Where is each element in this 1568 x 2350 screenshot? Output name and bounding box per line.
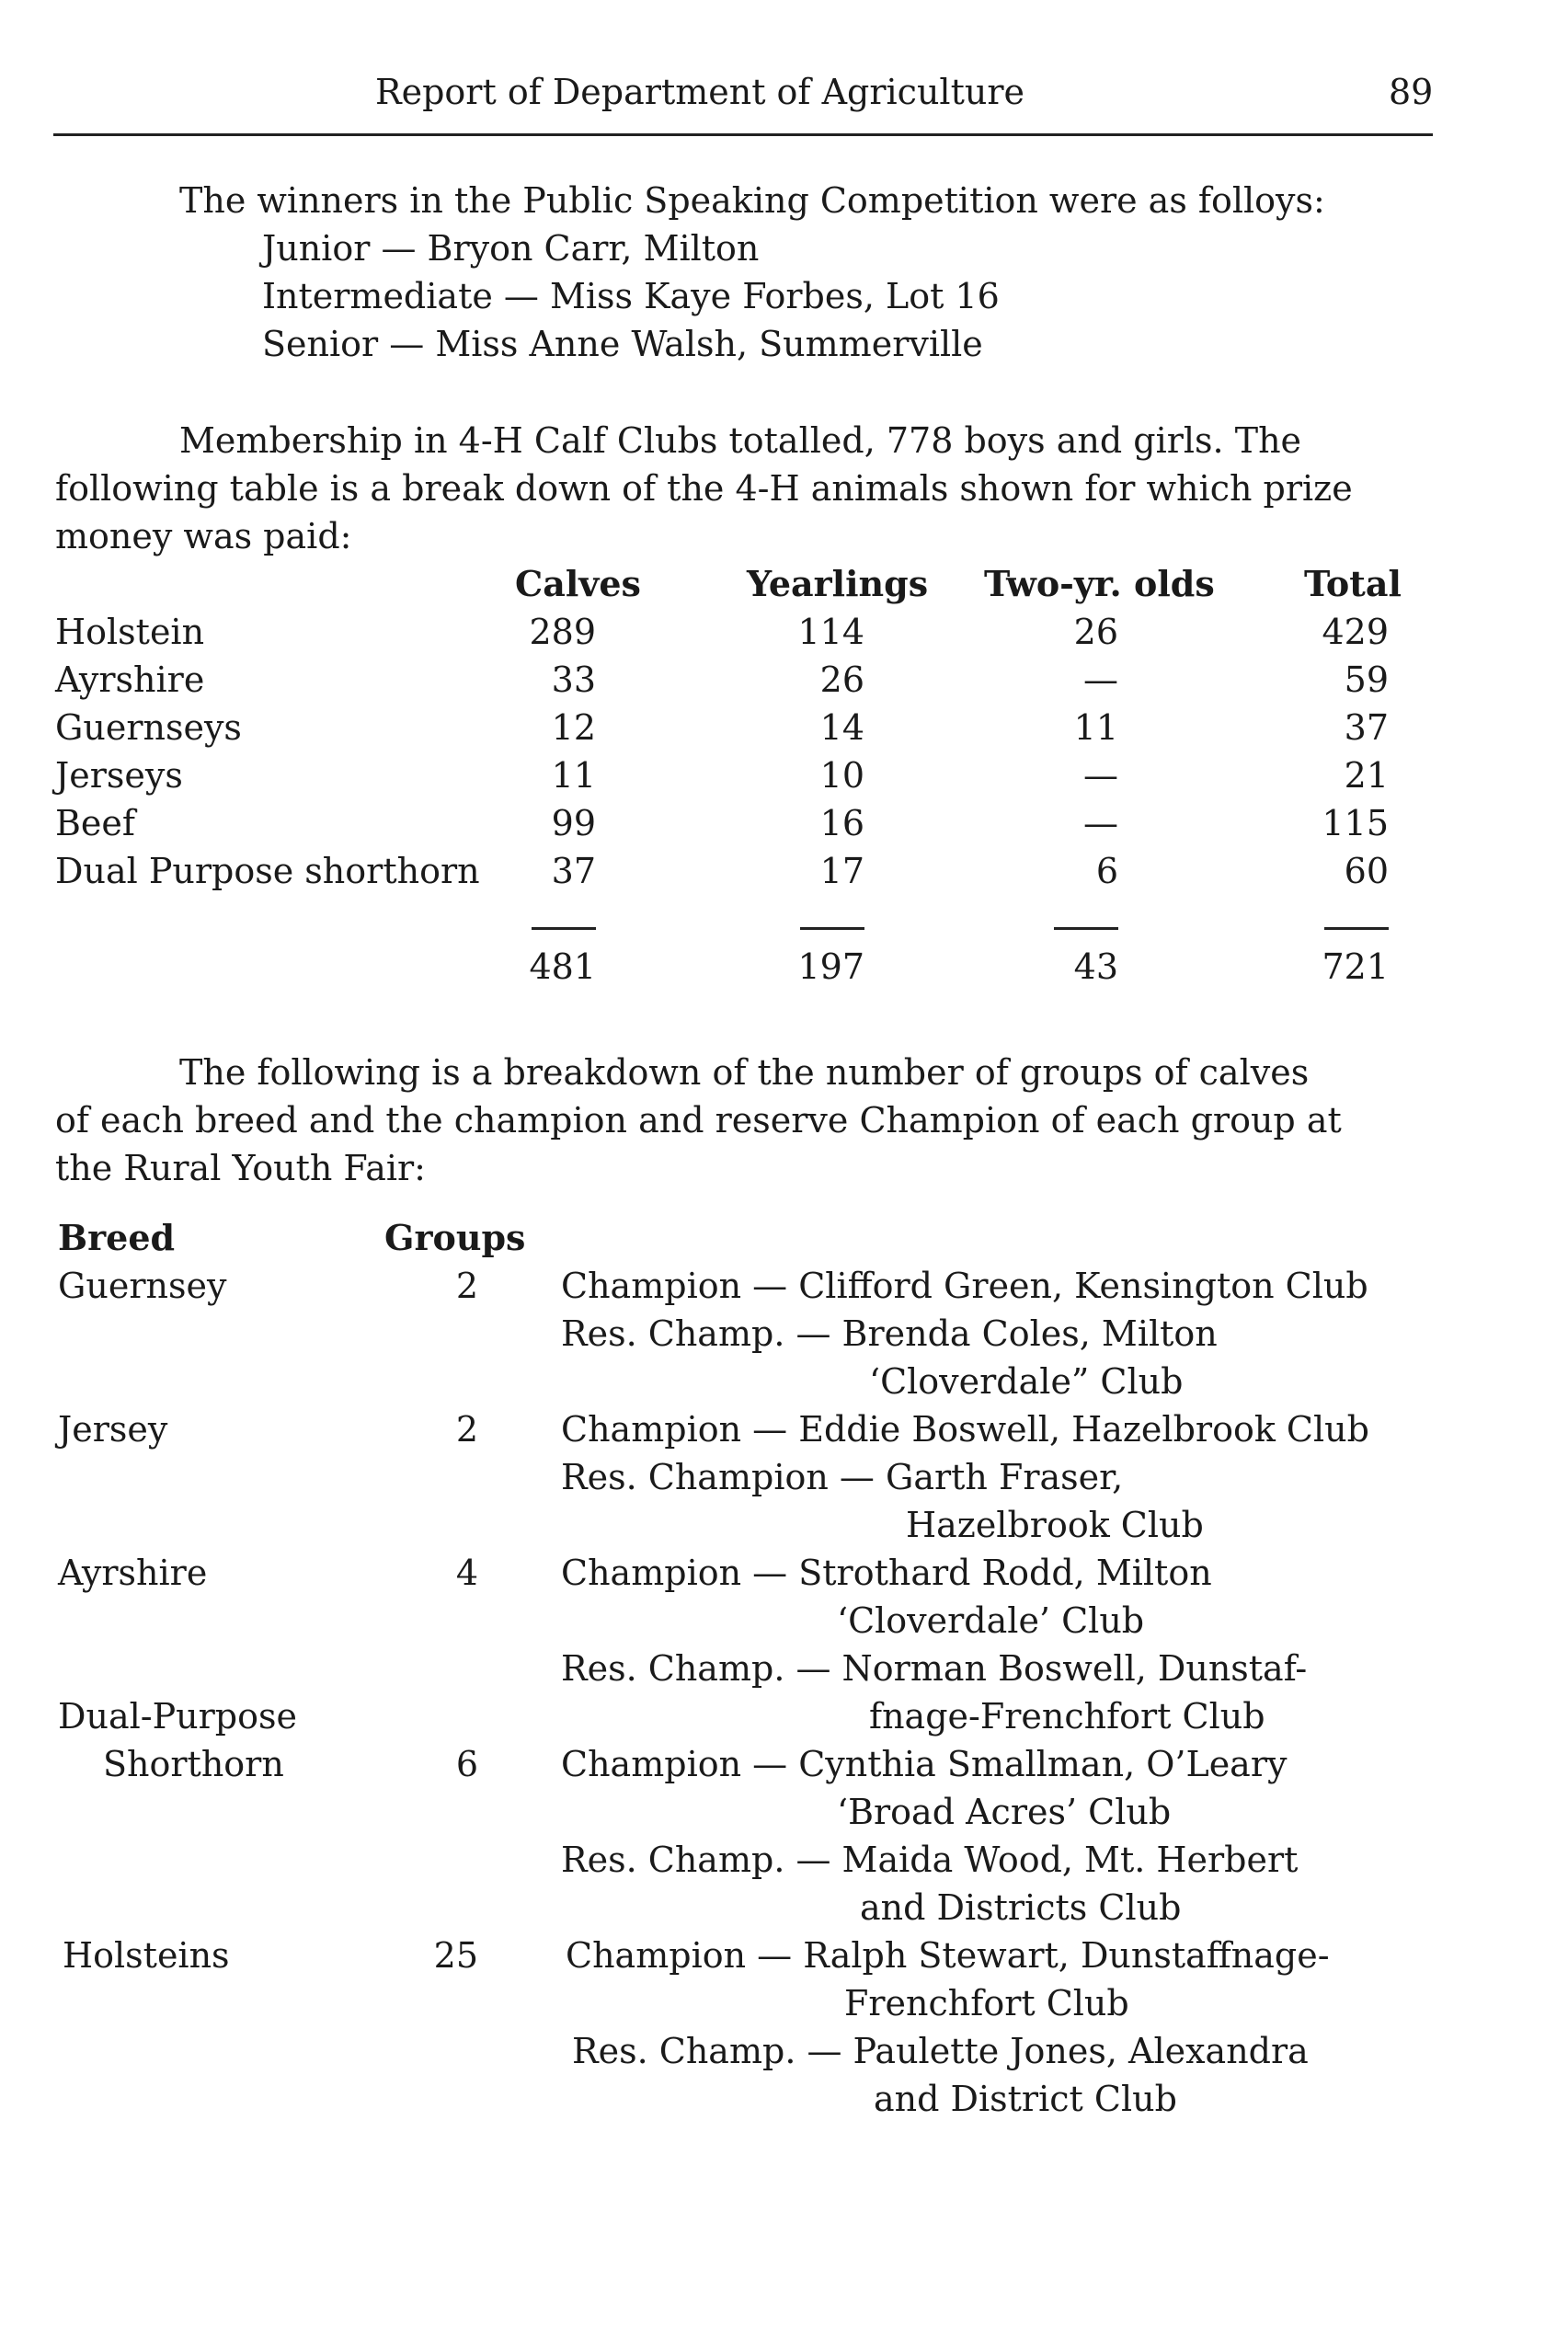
reserve-entry-cont: Hazelbrook Club <box>906 1505 1204 1545</box>
reserve-entry-cont: ‘Cloverdale” Club <box>869 1361 1184 1402</box>
groups-count: 4 <box>455 1553 478 1593</box>
table-cell-calves: 12 <box>551 707 596 748</box>
groups-count: 2 <box>455 1266 478 1306</box>
col-header-groups: Groups <box>384 1217 526 1258</box>
total-rule <box>1054 927 1118 930</box>
breed-name: Holsteins <box>63 1935 230 1976</box>
reserve-entry: Res. Champ. — Maida Wood, Mt. Herbert <box>561 1840 1299 1880</box>
reserve-entry: Res. Champ. — Brenda Coles, Milton <box>561 1313 1218 1354</box>
col-header-two-yr: Two-yr. olds <box>984 563 1215 604</box>
champion-entry: Champion — Eddie Boswell, Hazelbrook Club <box>561 1409 1369 1450</box>
breed-name: Dual-Purpose <box>58 1696 297 1737</box>
table-cell-two-yr: 26 <box>1073 612 1118 652</box>
total-rule <box>532 927 596 930</box>
col-header-breed: Breed <box>58 1217 176 1258</box>
table-row-breed: Beef <box>55 803 135 843</box>
table-cell-calves: 33 <box>551 659 596 700</box>
table-row-breed: Jerseys <box>55 755 183 796</box>
reserve-entry: Res. Champ. — Norman Boswell, Dunstaf- <box>561 1648 1308 1689</box>
total-rule <box>800 927 864 930</box>
table-cell-calves: 289 <box>529 612 596 652</box>
table-cell-calves: 11 <box>551 755 596 796</box>
table-cell-total: 115 <box>1322 803 1389 843</box>
breed-name-cont: Shorthorn <box>103 1744 284 1784</box>
table-cell-total: 429 <box>1322 612 1389 652</box>
champion-entry-cont: ‘Cloverdale’ Club <box>837 1600 1145 1641</box>
reserve-entry-cont: and Districts Club <box>860 1887 1182 1928</box>
total-two-yr: 43 <box>1073 946 1118 987</box>
table-cell-total: 21 <box>1344 755 1389 796</box>
total-total: 721 <box>1322 946 1389 987</box>
running-header: Report of Department of Agriculture <box>375 72 1024 112</box>
breakdown-line-3: the Rural Youth Fair: <box>55 1148 426 1188</box>
champion-entry: Champion — Ralph Stewart, Dunstaffnage- <box>566 1935 1330 1976</box>
breed-name: Guernsey <box>58 1266 227 1306</box>
table-cell-yearlings: 17 <box>819 851 864 891</box>
table-cell-yearlings: 10 <box>819 755 864 796</box>
groups-count: 25 <box>433 1935 478 1976</box>
champion-entry-cont: ‘Broad Acres’ Club <box>837 1792 1172 1832</box>
table-row-breed: Holstein <box>55 612 205 652</box>
header-rule <box>53 133 1433 136</box>
membership-line-1: Membership in 4-H Calf Clubs totalled, 778 boys and girls. The <box>179 420 1302 461</box>
table-cell-total: 37 <box>1344 707 1389 748</box>
table-cell-two-yr: 11 <box>1073 707 1118 748</box>
breed-name: Ayrshire <box>58 1553 208 1593</box>
col-header-total: Total <box>1304 563 1402 604</box>
table-cell-two-yr: — <box>1083 803 1118 843</box>
table-cell-total: 60 <box>1344 851 1389 891</box>
speaking-intro: The winners in the Public Speaking Competition were as folloys: <box>179 180 1325 221</box>
champion-entry: Champion — Strothard Rodd, Milton <box>561 1553 1212 1593</box>
col-header-yearlings: Yearlings <box>747 563 929 604</box>
total-calves: 481 <box>529 946 596 987</box>
table-cell-calves: 99 <box>551 803 596 843</box>
membership-line-3: money was paid: <box>55 516 352 556</box>
table-cell-yearlings: 14 <box>819 707 864 748</box>
page-number: 89 <box>1389 72 1434 112</box>
table-cell-yearlings: 26 <box>819 659 864 700</box>
reserve-entry: Res. Champ. — Paulette Jones, Alexandra <box>572 2031 1309 2071</box>
table-cell-total: 59 <box>1344 659 1389 700</box>
champion-entry: Champion — Cynthia Smallman, O’Leary <box>561 1744 1288 1784</box>
table-cell-two-yr: — <box>1083 755 1118 796</box>
total-rule <box>1324 927 1389 930</box>
winner-senior: Senior — Miss Anne Walsh, Summerville <box>262 324 983 364</box>
table-row-breed: Dual Purpose shorthorn <box>55 851 480 891</box>
table-cell-yearlings: 114 <box>797 612 864 652</box>
total-yearlings: 197 <box>797 946 864 987</box>
table-cell-yearlings: 16 <box>819 803 864 843</box>
reserve-entry-cont: fnage-Frenchfort Club <box>869 1696 1265 1737</box>
reserve-entry-cont: and District Club <box>874 2079 1177 2119</box>
groups-count: 2 <box>455 1409 478 1450</box>
reserve-entry: Res. Champion — Garth Fraser, <box>561 1457 1124 1497</box>
winner-intermediate: Intermediate — Miss Kaye Forbes, Lot 16 <box>262 276 1000 316</box>
champion-entry-cont: Frenchfort Club <box>844 1983 1129 2023</box>
table-cell-calves: 37 <box>551 851 596 891</box>
breakdown-line-1: The following is a breakdown of the number of groups of calves <box>179 1052 1310 1093</box>
table-cell-two-yr: 6 <box>1095 851 1118 891</box>
table-row-breed: Guernseys <box>55 707 242 748</box>
breed-name: Jersey <box>58 1409 168 1450</box>
table-cell-two-yr: — <box>1083 659 1118 700</box>
membership-line-2: following table is a break down of the 4-H animals shown for which prize <box>55 468 1353 509</box>
col-header-calves: Calves <box>515 563 641 604</box>
groups-count: 6 <box>455 1744 478 1784</box>
breakdown-line-2: of each breed and the champion and reserve Champion of each group at <box>55 1100 1342 1141</box>
champion-entry: Champion — Clifford Green, Kensington Club <box>561 1266 1368 1306</box>
winner-junior: Junior — Bryon Carr, Milton <box>262 228 760 269</box>
table-row-breed: Ayrshire <box>55 659 205 700</box>
